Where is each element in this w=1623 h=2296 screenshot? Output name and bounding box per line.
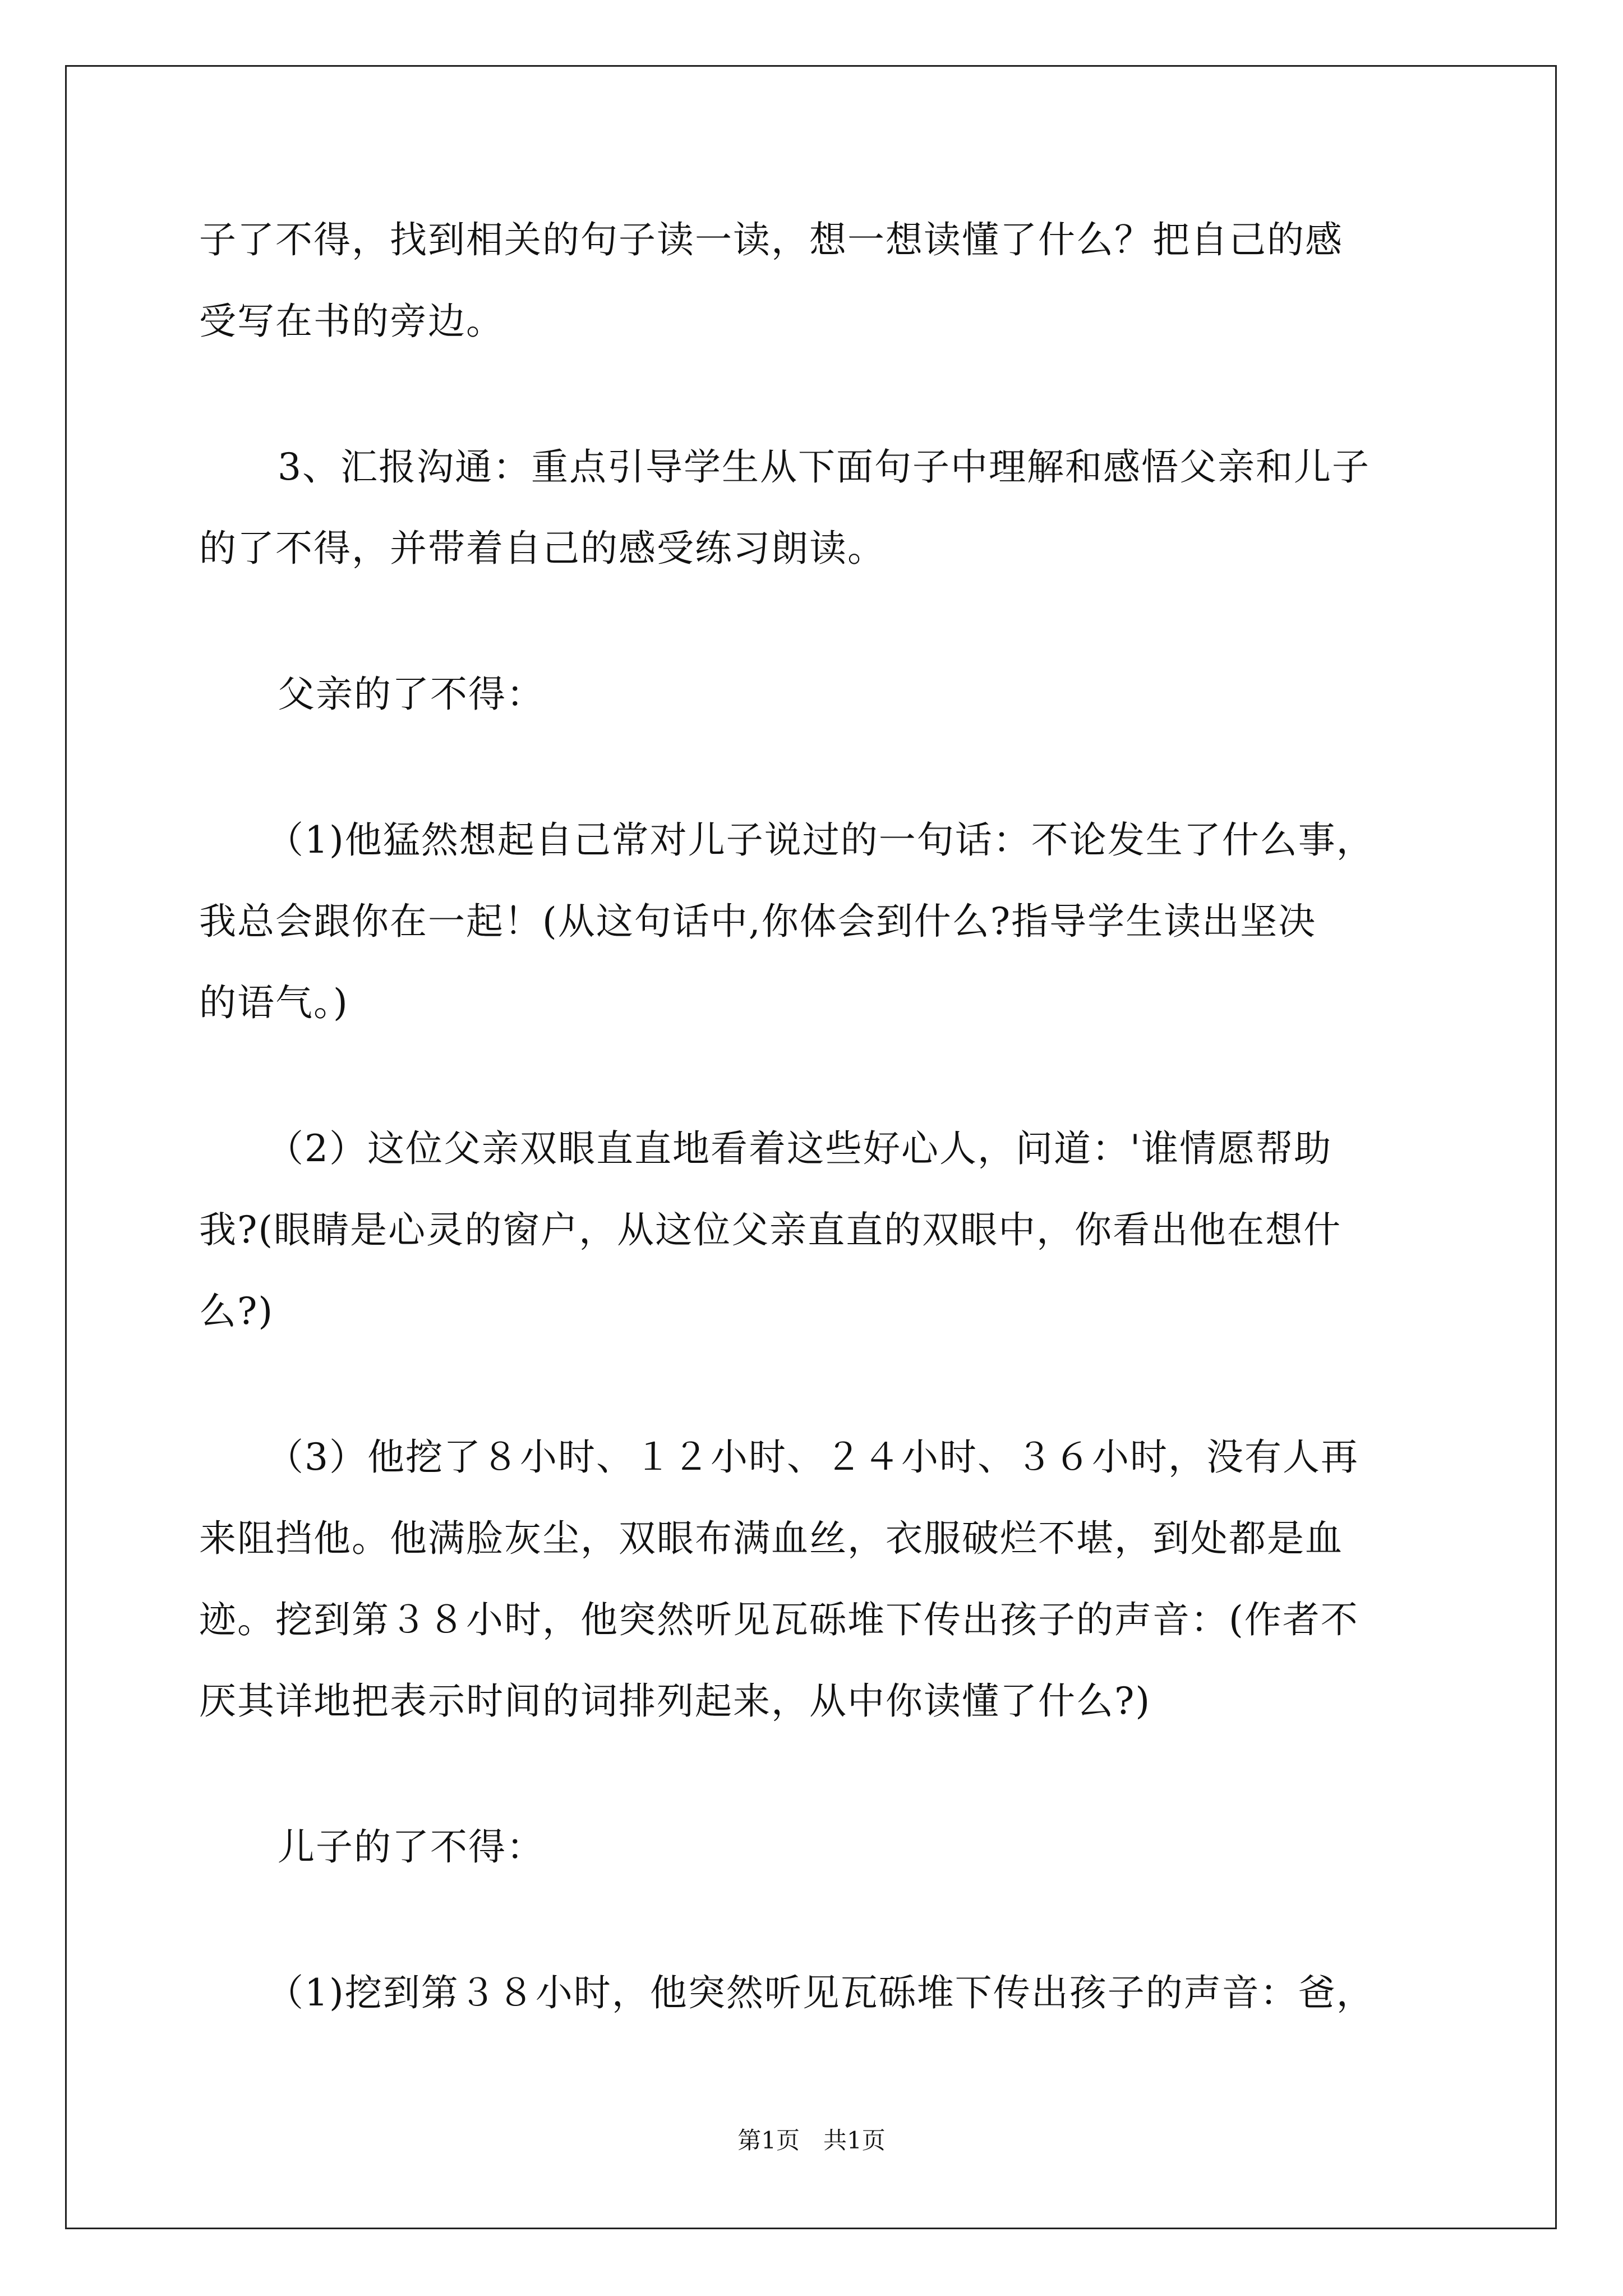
text-line: （1)挖到第３８小时，他突然听见瓦砾堆下传出孩子的声音：爸， [266,1971,1375,2014]
section-heading: 儿子的了不得： [278,1825,545,1869]
text-line: （3）他挖了８小时、１２小时、２４小时、３６小时，没有人再 [266,1435,1359,1479]
text-line: 的语气。) [199,981,349,1024]
text-line: 子了不得，找到相关的句子读一读，想一想读懂了什么？把自己的感 [199,218,1343,261]
text-line: 3、汇报沟通：重点引导学生从下面句子中理解和感悟父亲和儿子 [278,445,1370,489]
text-line: （1)他猛然想起自己常对儿子说过的一句话：不论发生了什么事， [266,818,1375,862]
section-heading: 父亲的了不得： [278,673,545,716]
text-line: 我?(眼睛是心灵的窗户，从这位父亲直直的双眼中，你看出他在想什 [199,1208,1342,1251]
text-line: 我总会跟你在一起！(从这句话中,你体会到什么?指导学生读出坚决 [199,900,1317,943]
text-line: （2）这位父亲双眼直直地看着这些好心人，问道：'谁情愿帮助 [266,1127,1332,1170]
text-line: 迹。挖到第３８小时，他突然听见瓦砾堆下传出孩子的声音：(作者不 [199,1598,1359,1641]
page-number: 第1页 共1页 [737,2127,886,2154]
text-line: 么?) [199,1290,274,1333]
text-line: 的了不得，并带着自己的感受练习朗读。 [199,527,886,570]
text-line: 厌其详地把表示时间的词排列起来，从中你读懂了什么?) [199,1680,1151,1723]
text-line: 受写在书的旁边。 [199,300,504,343]
text-line: 来阻挡他。他满脸灰尘，双眼布满血丝，衣服破烂不堪，到处都是血 [199,1517,1343,1560]
